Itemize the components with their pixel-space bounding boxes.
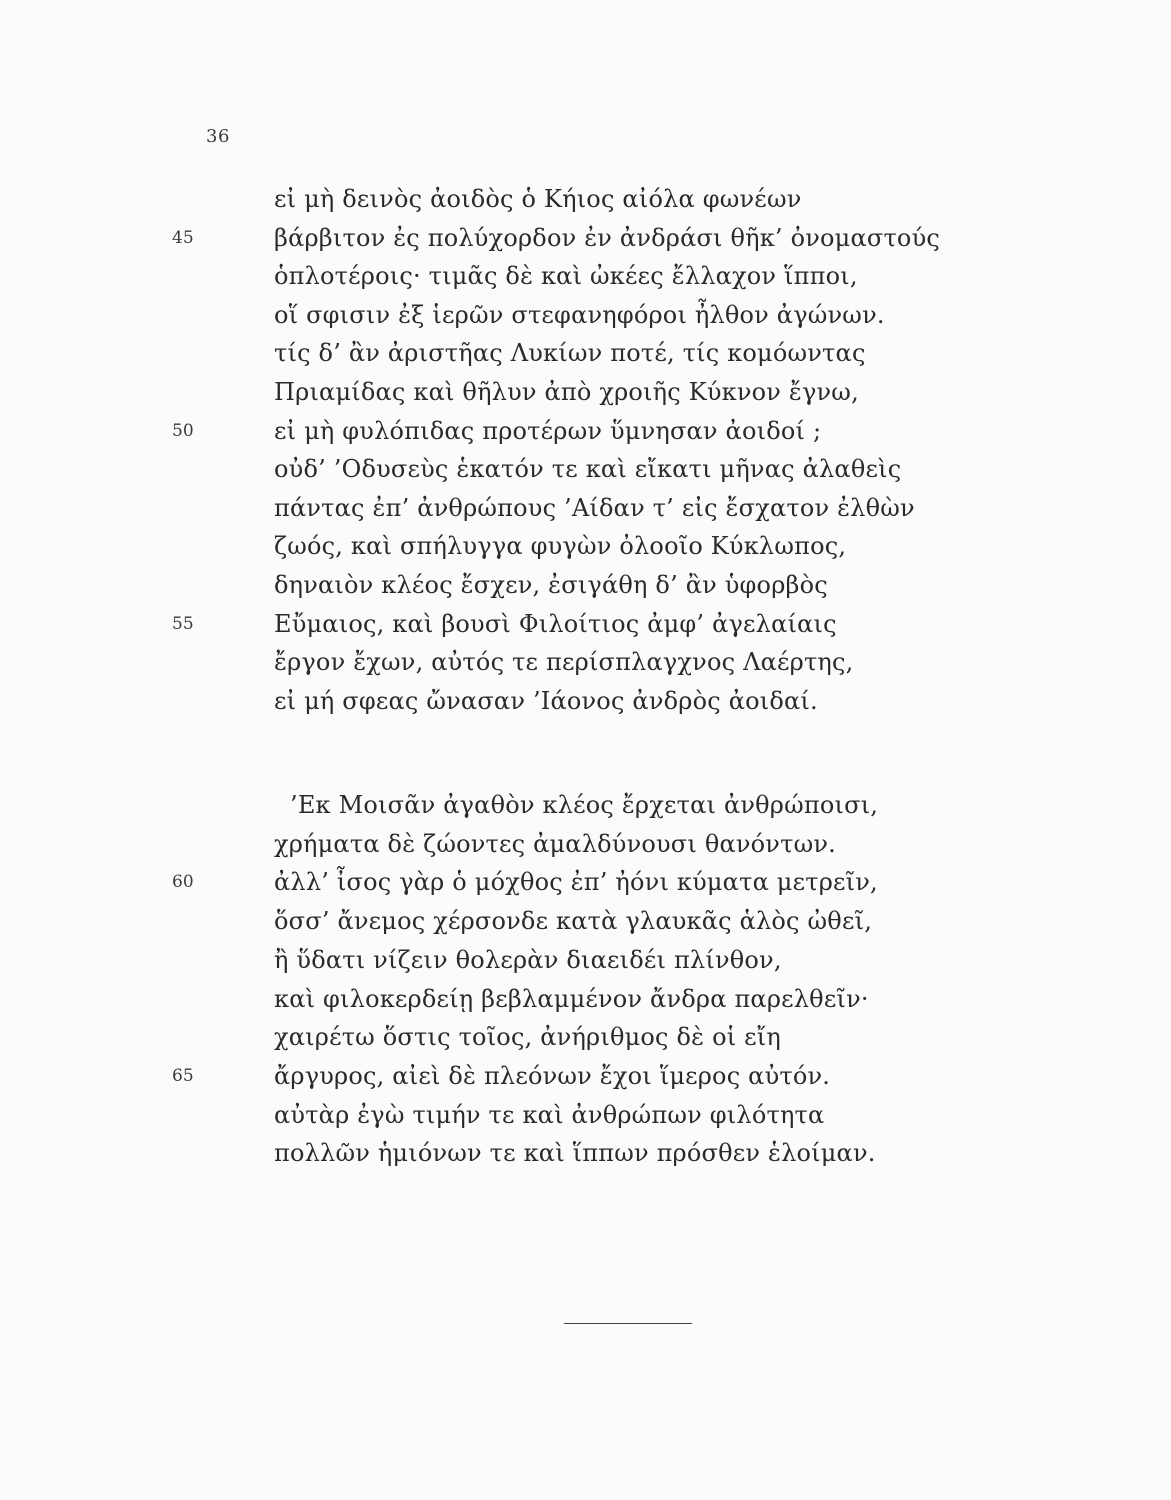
- line-number: 45: [172, 227, 194, 248]
- verse-line: [0, 298, 1171, 332]
- verse-text: εἰ μή σφεας ὤνασαν ’Ιάονος ἀνδρὸς ἀοιδαί.: [274, 686, 818, 715]
- page-number: 36: [206, 126, 230, 147]
- verse-line: [0, 904, 1171, 938]
- verse-text: χρήματα δὲ ζώοντες ἀμαλδύνουσι θανόντων.: [274, 829, 836, 858]
- verse-text: πάντας ἐπ’ ἀνθρώπους ’Αίδαν τ’ εἰς ἔσχατον ἐλθὼν: [274, 493, 915, 522]
- line-number: 50: [172, 420, 194, 441]
- verse-text: ἢ ὕδατι νίζειν θολερὰν διαειδέι πλίνθον,: [274, 945, 782, 974]
- verse-text: ζωός, καὶ σπήλυγγα φυγὼν ὀλοοῖο Κύκλωπος,: [274, 532, 847, 561]
- verse-line: [0, 491, 1171, 525]
- verse-text: εἰ μὴ δεινὸς ἀοιδὸς ὁ Κήιος αἰόλα φωνέων: [274, 185, 802, 213]
- verse-text: δηναιὸν κλέος ἔσχεν, ἐσιγάθη δ’ ἂν ὑφορβὸς: [274, 571, 828, 599]
- verse-line: [0, 182, 1171, 216]
- verse-line: [0, 1020, 1171, 1054]
- verse-line: [0, 1098, 1171, 1132]
- verse-line: [0, 684, 1171, 718]
- verse-line: [0, 375, 1171, 409]
- verse-text: εἰ μὴ φυλόπιδας προτέρων ὕμνησαν ἀοιδοί ;: [274, 416, 822, 445]
- verse-line: [0, 943, 1171, 977]
- verse-text: τίς δ’ ἂν ἀριστῆας Λυκίων ποτέ, τίς κομόωντας: [274, 339, 866, 368]
- verse-line: [0, 1136, 1171, 1170]
- verse-line: [0, 568, 1171, 602]
- verse-text: Πριαμίδας καὶ θῆλυν ἀπὸ χροιῆς Κύκνον ἔγνω,: [274, 378, 859, 406]
- verse-text: ὁπλοτέροις· τιμᾶς δὲ καὶ ὠκέες ἔλλαχον ἵπποι,: [274, 262, 858, 291]
- verse-text: ἄργυρος, αἰεὶ δὲ πλεόνων ἔχοι ἵμερος αὐτόν.: [274, 1061, 831, 1090]
- verse-text: χαιρέτω ὅστις τοῖος, ἀνήριθμος δὲ οἱ εἴη: [274, 1023, 781, 1052]
- verse-line: [0, 529, 1171, 563]
- verse-text: πολλῶν ἡμιόνων τε καὶ ἵππων πρόσθεν ἑλοίμαν.: [274, 1139, 876, 1168]
- line-number: 55: [172, 613, 194, 634]
- verse-text: Εὔμαιος, καὶ βουσὶ Φιλοίτιος ἀμφ’ ἀγελαίαις: [274, 609, 837, 638]
- verse-text: οἵ σφισιν ἐξ ἱερῶν στεφανηφόροι ἦλθον ἀγώνων.: [274, 300, 885, 329]
- verse-line: [0, 452, 1171, 486]
- verse-line: [0, 221, 1171, 255]
- verse-text: οὐδ’ ’Οδυσεὺς ἑκατόν τε καὶ εἴκατι μῆνας ἀλαθεὶς: [274, 455, 902, 484]
- verse-text: ὅσσ’ ἄνεμος χέρσονδε κατὰ γλαυκᾶς ἁλὸς ὠθεῖ,: [274, 907, 873, 936]
- verse-text: καὶ φιλοκερδείῃ βεβλαμμένον ἄνδρα παρελθεῖν·: [274, 984, 869, 1013]
- line-number: 65: [172, 1065, 194, 1086]
- verse-line: [0, 982, 1171, 1016]
- verse-line: [0, 336, 1171, 370]
- end-rule: [564, 1323, 692, 1324]
- verse-text: ἔργον ἔχων, αὐτός τε περίσπλαγχνος Λαέρτης,: [274, 648, 854, 677]
- verse-line: [0, 607, 1171, 641]
- verse-line: [0, 414, 1171, 448]
- verse-line: [0, 259, 1171, 293]
- verse-text: αὐτὰρ ἐγὼ τιμήν τε καὶ ἀνθρώπων φιλότητα: [274, 1100, 825, 1129]
- verse-text: ’Εκ Μοισᾶν ἀγαθὸν κλέος ἔρχεται ἀνθρώποισι,: [290, 791, 879, 819]
- verse-line: [0, 788, 1171, 822]
- line-number: 60: [172, 872, 194, 893]
- verse-text: ἀλλ’ ἶσος γὰρ ὁ μόχθος ἐπ’ ἠόνι κύματα μετρεῖν,: [274, 868, 878, 897]
- verse-line: [0, 645, 1171, 679]
- verse-text: βάρβιτον ἐς πολύχορδον ἐν ἀνδράσι θῆκ’ ὀνομαστούς: [274, 223, 941, 252]
- verse-line: [0, 1059, 1171, 1093]
- verse-line: [0, 865, 1171, 899]
- verse-line: [0, 827, 1171, 861]
